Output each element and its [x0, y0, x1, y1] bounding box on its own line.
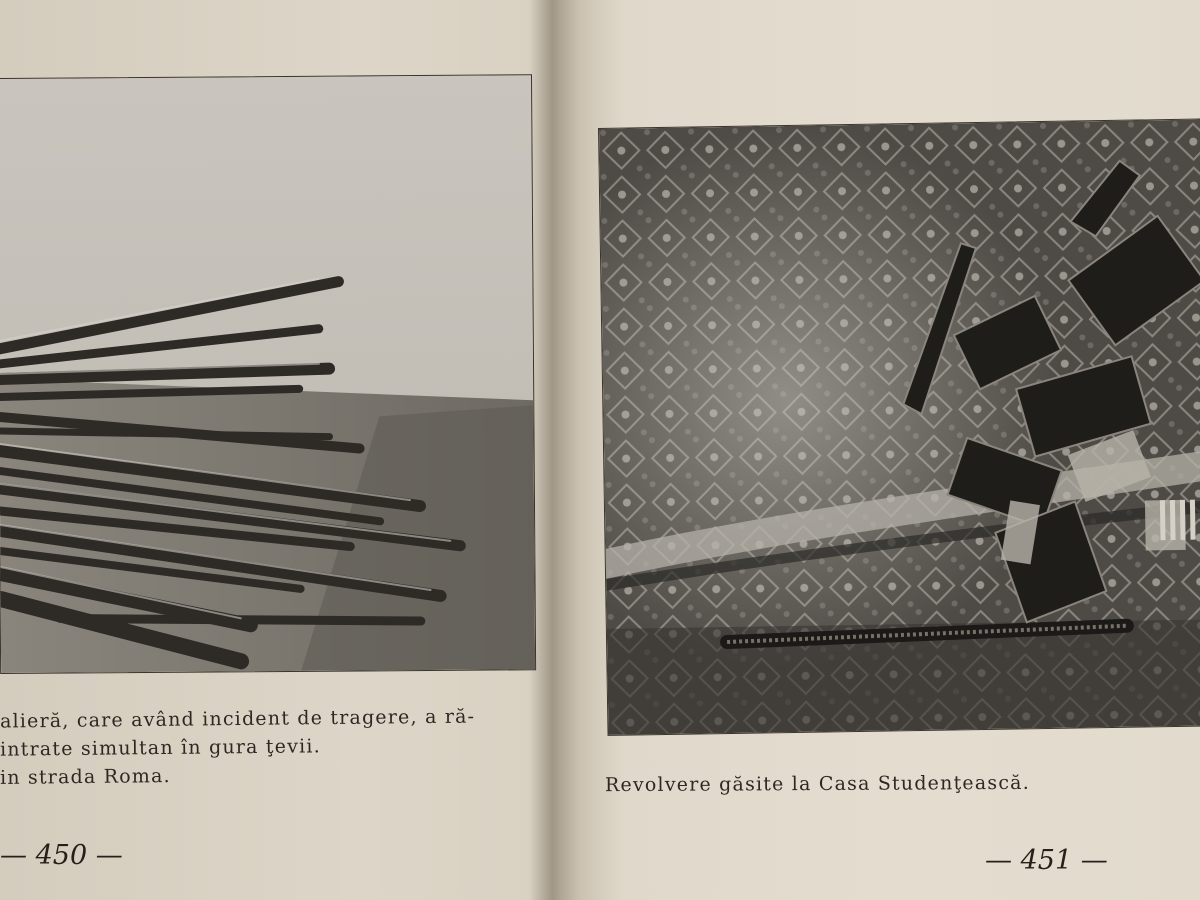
- left-page-number: — 450 —: [0, 840, 123, 871]
- rifles-photo: [0, 74, 536, 674]
- left-caption-line-3: in strada Roma.: [0, 765, 171, 789]
- book-gutter: [530, 0, 580, 900]
- left-caption-line-2: intrate simultan în gura ţevii.: [0, 735, 321, 761]
- right-page-number: — 451 —: [985, 845, 1108, 876]
- left-caption-line-1: alieră, care având incident de tragere, a ră-: [0, 705, 476, 733]
- revolvers-photo: [598, 118, 1200, 736]
- right-caption: Revolvere găsite la Casa Studenţească.: [604, 771, 1030, 797]
